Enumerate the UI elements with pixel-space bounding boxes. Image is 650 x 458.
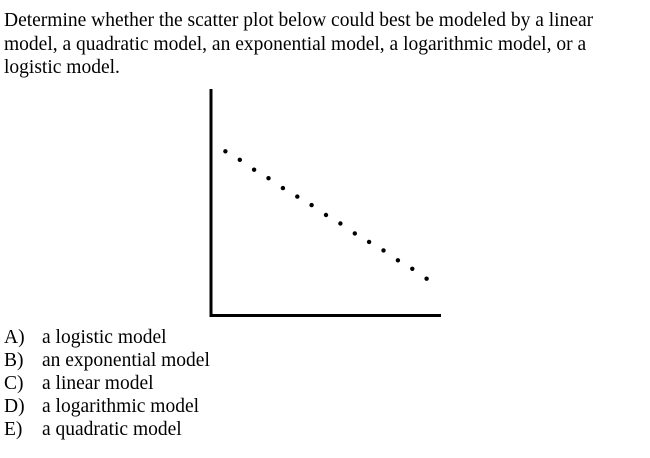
choice-e[interactable] — [4, 418, 210, 441]
question-text: Determine whether the scatter plot below could best be modeled by a linear model, a quadratic model, an exponential model, a logarithmic model, or a logistic model. — [4, 10, 594, 78]
scatter-point — [266, 176, 270, 180]
scatter-point — [252, 168, 256, 172]
scatter-point — [424, 277, 428, 281]
scatter-point — [295, 194, 299, 198]
choice-d[interactable] — [4, 395, 210, 418]
scatter-point — [281, 186, 285, 190]
choice-letter: D) — [4, 396, 25, 417]
scatter-point — [410, 267, 414, 271]
choice-text: a logarithmic model — [42, 396, 200, 417]
choice-letter: C) — [4, 373, 24, 394]
choice-text: an exponential model — [42, 350, 210, 371]
scatter-point — [309, 203, 313, 207]
scatter-point — [396, 258, 400, 262]
choice-letter: E) — [4, 419, 23, 440]
choice-text: a linear model — [42, 373, 154, 394]
scatter-point — [381, 248, 385, 252]
choice-letter: A) — [4, 327, 25, 348]
scatter-point — [324, 213, 328, 217]
choice-letter: B) — [4, 350, 24, 371]
answer-choices — [4, 326, 210, 441]
scatter-point — [338, 221, 342, 225]
scatter-point — [223, 149, 227, 153]
scatter-point — [238, 158, 242, 162]
scatter-point — [353, 231, 357, 235]
choice-c[interactable] — [4, 372, 210, 395]
choice-b[interactable] — [4, 349, 210, 372]
choice-a[interactable] — [4, 326, 210, 349]
choice-text: a quadratic model — [42, 419, 182, 440]
scatter-point — [367, 240, 371, 244]
choice-text: a logistic model — [42, 327, 167, 348]
